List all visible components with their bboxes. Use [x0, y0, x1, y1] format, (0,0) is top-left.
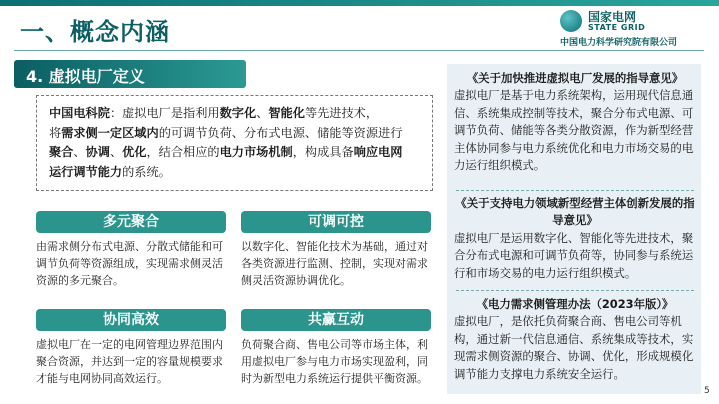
policy-text-1: 虚拟电厂是基于电力系统架构，运用现代信息通信、系统集成控制等技术，聚合分布式电源、可调节负荷、储能等各类分散资源，作为新型经营主体协同参与电力系统优化和电力市场交易的电力运行组织模式。	[454, 88, 694, 173]
card-text-synergy: 虚拟电厂在一定的电网管理边界范围内聚合资源，并达到一定的容量规模要求才能与电网协同高效运行。	[36, 338, 223, 385]
card-title-aggregation: 多元聚合	[36, 211, 226, 233]
definition-line-2: 将需求侧一定区域内的可调节负荷、分布式电源、储能等资源进行	[49, 125, 403, 140]
policy-block-2	[454, 195, 696, 282]
institute-name: 中国电力科学研究院有限公司	[560, 38, 678, 48]
panel-divider-1	[456, 190, 694, 191]
card-title-win-win: 共赢互动	[241, 309, 431, 331]
policy-block-1	[454, 70, 696, 174]
policy-text-2: 虚拟电厂是运用数字化、智能化等先进技术，聚合分布式电源和可调节负荷等，协同参与系统运行和市场交易的电力运行组织模式。	[454, 230, 694, 280]
policy-title-2: 《关于支持电力领域新型经营主体创新发展的指导意见》	[455, 196, 695, 228]
page-number: 5	[704, 386, 710, 396]
logo-cn-text: 国家电网	[588, 10, 637, 24]
page-title: 一、概念内涵	[20, 18, 170, 46]
definition-line-1: 中国电科院：虚拟电厂是指利用数字化、智能化等先进技术，	[49, 106, 379, 120]
logo-en-text: STATE GRID	[588, 23, 646, 32]
definition-line-4: 运行调节能力的系统。	[49, 164, 171, 179]
section-heading	[14, 60, 246, 88]
header-divider	[14, 50, 704, 51]
policy-title-1: 《关于加快推进虚拟电厂发展的指导意见》	[466, 71, 684, 85]
state-grid-logo	[560, 8, 710, 48]
definition-line-3: 聚合、协调、优化，结合相应的电力市场机制，构成具备响应电网	[49, 145, 403, 159]
card-text-aggregation: 由需求侧分布式电源、分散式储能和可调节负荷等资源组成，实现需求侧灵活资源的多元聚合。	[36, 240, 223, 287]
policy-title-3: 《电力需求侧管理办法（2023年版）》	[476, 297, 674, 311]
card-text-win-win: 负荷聚合商、售电公司等市场主体，利用虚拟电厂参与电力市场实现盈利，同时为新型电力系统运行提供平衡资源。	[241, 338, 428, 385]
panel-divider-2	[456, 290, 694, 291]
definition-box	[36, 95, 433, 191]
globe-icon	[560, 10, 582, 32]
policy-block-3	[454, 296, 696, 383]
section-label: 4. 虚拟电厂定义	[26, 67, 145, 86]
policy-text-3: 虚拟电厂，是依托负荷聚合商、售电公司等机构，通过新一代信息通信、系统集成等技术，实现需求侧资源的聚合、协调、优化，形成规模化调节能力支撑电力系统安全运行。	[454, 314, 694, 381]
card-title-controllable: 可调可控	[241, 211, 431, 233]
card-title-synergy: 协同高效	[36, 309, 226, 331]
card-text-controllable: 以数字化、智能化技术为基础，通过对各类资源进行监测、控制，实现对需求侧灵活资源协调优化。	[241, 240, 428, 287]
top-accent-strip	[0, 0, 719, 6]
